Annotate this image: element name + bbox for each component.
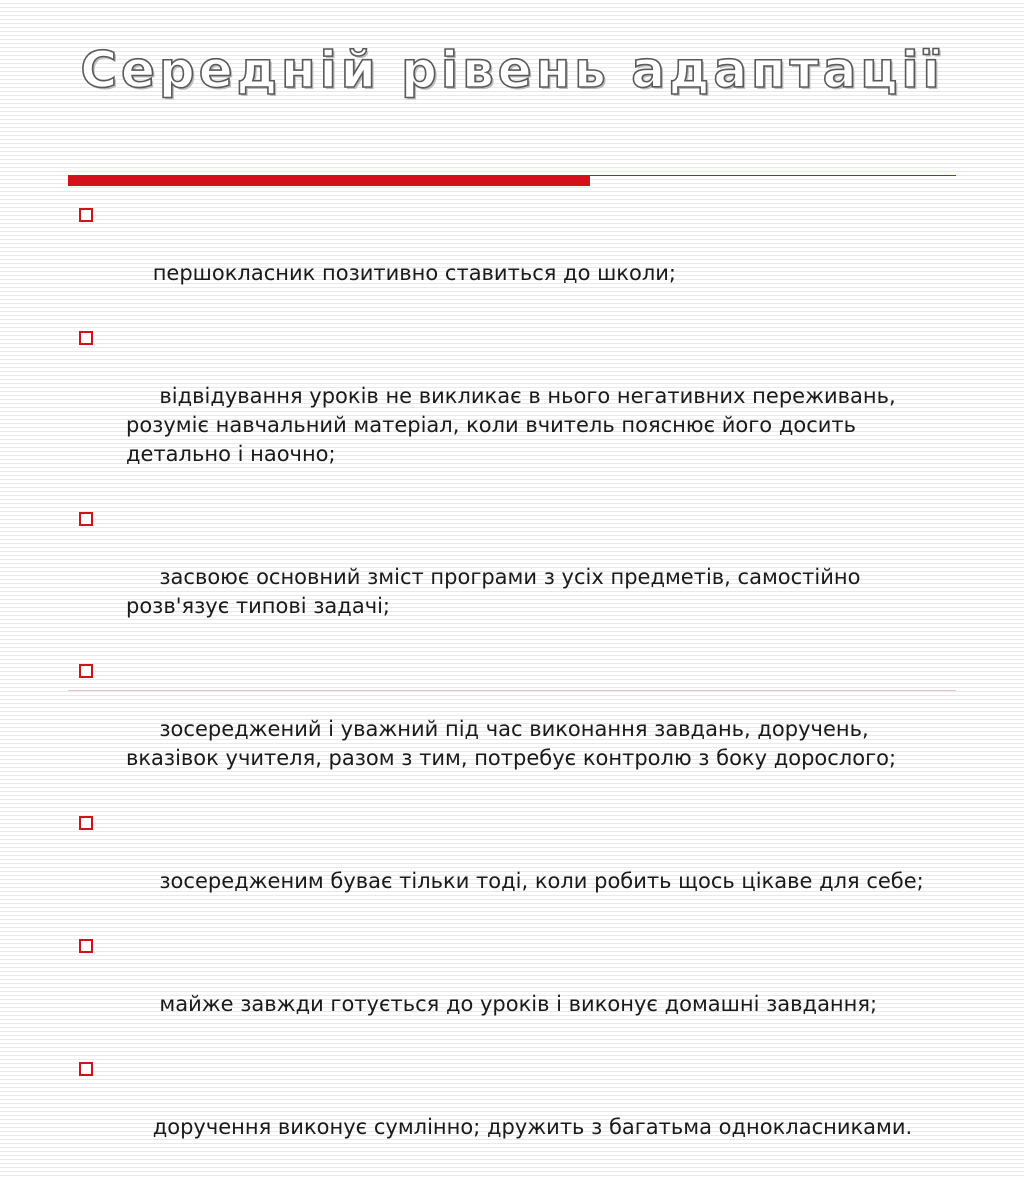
bullet-item <box>76 657 962 802</box>
hollow-square-bullet-icon <box>79 664 93 678</box>
title-accent-line <box>590 175 956 176</box>
bullet-text: першокласник позитивно ставиться до школи; <box>152 261 676 285</box>
bullet-text: доручення виконує сумлінно; дружить з багатьма однокласниками. <box>152 1115 913 1139</box>
hollow-square-bullet-icon <box>79 512 93 526</box>
bullet-item <box>76 1055 962 1171</box>
hollow-square-bullet-icon <box>79 939 93 953</box>
hollow-square-bullet-icon <box>79 816 93 830</box>
slide-title: Середній рівень адаптації <box>80 41 944 99</box>
hollow-square-bullet-icon <box>79 331 93 345</box>
hollow-square-bullet-icon <box>79 208 93 222</box>
bullet-text: відвідування уроків не викликає в нього негативних переживань, розуміє навчальний матеріал, коли вчитель пояснює його досить детально і наочно; <box>126 384 903 466</box>
bullet-item <box>76 932 962 1048</box>
bullet-text: зосередженим буває тільки тоді, коли робить щось цікаве для себе; <box>152 869 924 893</box>
bullet-item <box>76 201 962 317</box>
bullet-text: засвоює основний зміст програми з усіх предметів, самостійно розв'язує типові задачі; <box>126 565 868 618</box>
bullet-item <box>76 809 962 925</box>
bullet-item <box>76 505 962 650</box>
bullet-text: зосереджений і уважний під час виконання завдань, доручень, вказівок учителя, разом з тим, потребує контролю з боку дорослого; <box>126 717 897 770</box>
bullet-text: майже завжди готується до уроків і виконує домашні завдання; <box>152 992 878 1016</box>
title-accent-bar <box>68 175 590 186</box>
bullet-item <box>76 324 962 498</box>
hollow-square-bullet-icon <box>79 1062 93 1076</box>
footer-divider <box>68 690 956 691</box>
